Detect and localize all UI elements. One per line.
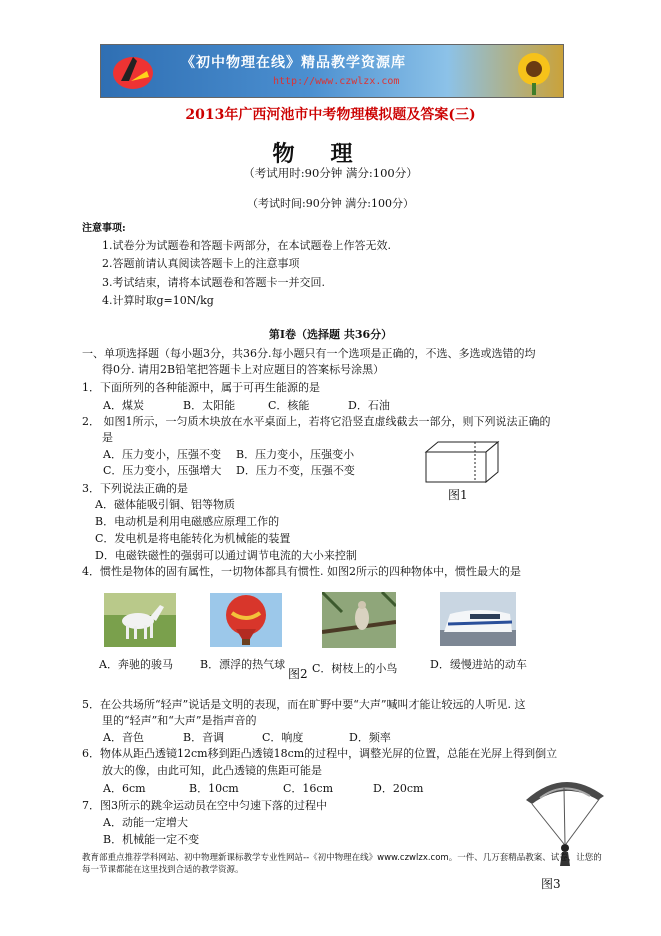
q4-option: A．奔驰的骏马 (99, 658, 173, 671)
site-logo-icon (111, 51, 155, 91)
q2-option: B．压力变小，压强变小 (236, 448, 355, 461)
q1-option: C．核能 (268, 399, 310, 412)
q6-option: D．20cm (373, 782, 424, 795)
hot-air-balloon-image (210, 593, 282, 647)
q2-option: D．压力不变，压强不变 (236, 464, 355, 477)
q7-option: B．机械能一定不变 (103, 833, 200, 846)
q7-option: A．动能一定增大 (103, 816, 188, 829)
subject-title: 物理 (272, 141, 389, 167)
q6-option: A．6cm (103, 782, 146, 795)
q3-option: B．电动机是利用电磁感应原理工作的 (95, 515, 280, 528)
q4-option: B．漂浮的热气球 (200, 658, 286, 671)
figure-3-caption: 图3 (541, 877, 561, 891)
document-title: 2013年广西河池市中考物理模拟题及答案(三) (185, 107, 476, 123)
banner-url: http://www.czwlzx.com (273, 76, 400, 87)
q5-option: A．音色 (103, 731, 144, 744)
wood-block-figure (420, 438, 502, 484)
q3-option: C．发电机是将电能转化为机械能的装置 (95, 532, 291, 545)
q1-option: B．太阳能 (183, 399, 236, 412)
q2-option: A．压力变小，压强不变 (103, 448, 221, 461)
notice-item: 4.计算时取g=10N/kg (102, 294, 214, 307)
section-title: 第Ⅰ卷（选择题 共36分） (268, 328, 393, 341)
bullet-train-image (440, 592, 516, 646)
exam-info-1: （考试用时:90分钟 满分:100分） (243, 166, 418, 180)
q2-option: C．压力变小，压强增大 (103, 464, 222, 477)
notice-item: 1.试卷分为试题卷和答题卡两部分，在本试题卷上作答无效. (102, 239, 391, 252)
header-banner (100, 44, 564, 98)
notice-heading: 注意事项: (82, 223, 126, 234)
q5-option: B．音调 (183, 731, 225, 744)
bird-on-branch-image (322, 592, 396, 648)
notice-item: 3.考试结束，请将本试题卷和答题卡一并交回. (102, 276, 325, 289)
question-6-stem-cont: 放大的像，由此可知，此凸透镜的焦距可能是 (102, 764, 322, 777)
question-2-stem: 2． 如图1所示，一匀质木块放在水平桌面上，若将它沿竖直虚线截去一部分，则下列说法正确的 (82, 415, 551, 428)
question-4-stem: 4．惯性是物体的固有属性，一切物体都具有惯性. 如图2所示的四种物体中，惯性最大的是 (82, 565, 521, 578)
page-footer: 教育部重点推荐学科网站、初中物理新课标教学专业性网站--《初中物理在线》www.czwlzx.com。一件、几万套精品教案、试卷，让您的每一节课都能在这里找到合适的教学资源。 (82, 853, 602, 875)
question-6-stem: 6．物体从距凸透镜12cm移到距凸透镜18cm的过程中，调整光屏的位置，总能在光屏上得到倒立 (82, 747, 558, 760)
part-intro-line: 一、单项选择题（每小题3分，共36分.每小题只有一个选项是正确的，不选、多选或选错的均 (82, 347, 536, 360)
figure-1-caption: 图1 (448, 488, 468, 502)
question-5-stem-cont: 里的“轻声”和“大声”是指声音的 (102, 714, 257, 727)
banner-title: 《初中物理在线》精品教学资源库 (181, 55, 406, 71)
q4-option: C．树枝上的小鸟 (312, 662, 398, 675)
part-intro-line: 得0分. 请用2B铅笔把答题卡上对应题目的答案标号涂黑） (102, 363, 385, 376)
q3-option: A．磁体能吸引铜、铝等物质 (95, 498, 235, 511)
q1-option: A．煤炭 (103, 399, 144, 412)
q6-option: B．10cm (189, 782, 239, 795)
horse-image (104, 593, 176, 647)
sunflower-icon (509, 47, 559, 95)
q4-option: D．缓慢进站的动车 (430, 658, 527, 671)
q1-option: D．石油 (348, 399, 390, 412)
exam-info-2: （考试时间:90分钟 满分:100分） (247, 197, 414, 210)
q3-option: D．电磁铁磁性的强弱可以通过调节电流的大小来控制 (95, 549, 357, 562)
question-5-stem: 5．在公共场所“轻声”说话是文明的表现，而在旷野中要“大声”喊叫才能让较远的人听见. 这 (82, 698, 526, 711)
q5-option: C．响度 (262, 731, 304, 744)
question-1-stem: 1．下面所列的各种能源中，属于可再生能源的是 (82, 381, 320, 394)
q6-option: C．16cm (283, 782, 334, 795)
q5-option: D．频率 (349, 731, 391, 744)
notice-item: 2.答题前请认真阅读答题卡上的注意事项 (102, 257, 300, 270)
question-3-stem: 3．下列说法正确的是 (82, 482, 188, 495)
question-2-stem-cont: 是 (102, 431, 113, 444)
figure-2-caption: 图2 (288, 667, 308, 681)
question-7-stem: 7．图3所示的跳伞运动员在空中匀速下落的过程中 (82, 799, 327, 812)
